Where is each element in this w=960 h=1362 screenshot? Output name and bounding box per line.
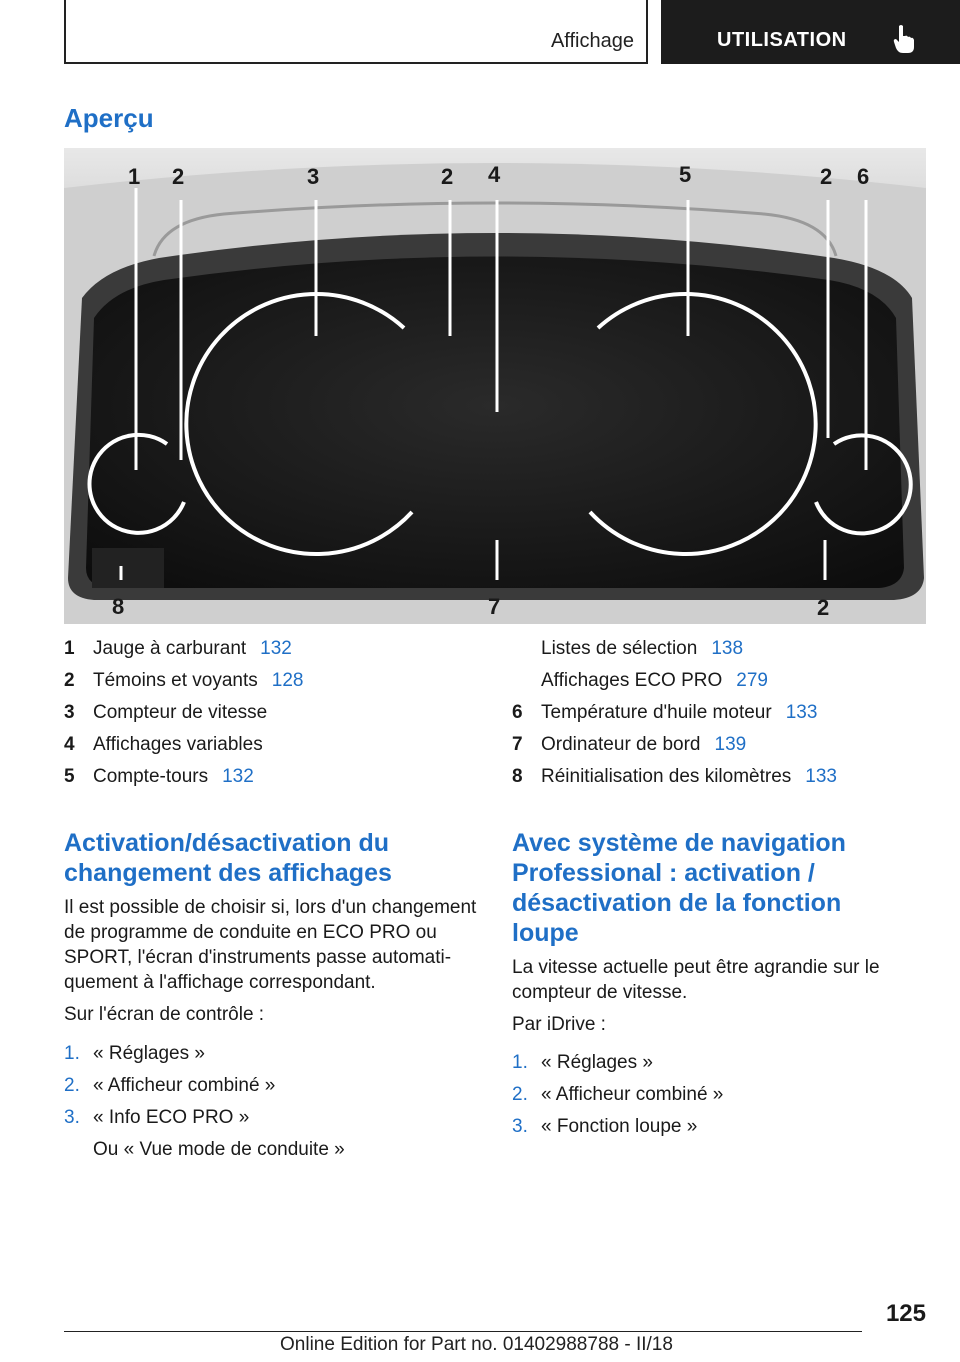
- step-number: 2.: [512, 1084, 528, 1105]
- page-reference-link[interactable]: 132: [260, 638, 292, 659]
- step-item: [512, 1079, 932, 1111]
- section2-paragraph: [512, 955, 932, 1005]
- header-chapter-label: UTILISATION: [717, 29, 847, 51]
- legend-text: [93, 729, 277, 761]
- legend-label: Compteur de vitesse: [93, 702, 268, 723]
- callout-5: 5: [679, 162, 692, 187]
- callout-1: 1: [128, 164, 141, 189]
- legend-item: [64, 697, 484, 729]
- step-text: « Fonction loupe »: [541, 1116, 698, 1137]
- step-number: 3.: [512, 1116, 528, 1137]
- step-item: [512, 1047, 932, 1079]
- legend-label: Ordinateur de bord: [541, 734, 701, 755]
- legend-item: [512, 697, 942, 729]
- callout-2b: 2: [441, 164, 454, 189]
- section2-heading-line2: Professional : activation /: [512, 859, 815, 887]
- step-text: « Afficheur combiné »: [93, 1075, 276, 1096]
- legend-label: Affichages variables: [93, 734, 263, 755]
- legend-text: [541, 697, 817, 729]
- step-text: « Réglages »: [541, 1052, 653, 1073]
- step-item: [64, 1038, 484, 1070]
- header-section-label: Affichage: [550, 30, 634, 52]
- legend-right: [512, 633, 942, 793]
- page-title: Aperçu: [64, 103, 154, 133]
- section1-para-line3: SPORT, l'écran d'instruments passe automati‐: [64, 947, 452, 968]
- callout-2c: 2: [820, 164, 833, 189]
- section1-heading: [64, 828, 392, 888]
- legend-item: [512, 729, 942, 761]
- legend-number: 6: [512, 702, 523, 723]
- legend-item: [64, 729, 484, 761]
- legend-label: Affichages ECO PRO: [541, 670, 723, 691]
- page-number: 125: [885, 1300, 926, 1327]
- step-number: 1.: [512, 1052, 528, 1073]
- callout-8: 8: [112, 594, 125, 619]
- section1-paragraph: [64, 895, 484, 995]
- step-number: 2.: [64, 1075, 80, 1096]
- legend-number: 2: [64, 670, 75, 691]
- step-text: « Afficheur combiné »: [541, 1084, 724, 1105]
- legend-text: [541, 761, 837, 793]
- pointing-hand-icon: [893, 24, 915, 54]
- legend-item: [512, 665, 942, 697]
- step-item: [64, 1070, 484, 1102]
- legend-item: [512, 761, 942, 793]
- step-text: « Réglages »: [93, 1043, 205, 1064]
- page-reference-link[interactable]: 279: [736, 670, 768, 691]
- section2-heading: [512, 828, 846, 948]
- legend-text: [93, 665, 303, 697]
- legend-text: [541, 729, 746, 761]
- legend-label: Température d'huile moteur: [541, 702, 772, 723]
- legend-left: [64, 633, 484, 793]
- footer-edition: Online Edition for Part no. 01402988788 - II/18: [280, 1334, 673, 1355]
- step-text: Ou « Vue mode de conduite »: [93, 1139, 345, 1160]
- legend-number: 3: [64, 702, 75, 723]
- legend-text: [541, 665, 768, 697]
- legend-label: Jauge à carburant: [93, 638, 247, 659]
- callout-2: 2: [172, 164, 185, 189]
- callout-4: 4: [488, 162, 501, 187]
- legend-label: Témoins et voyants: [93, 670, 258, 691]
- callout-3: 3: [307, 164, 320, 189]
- page-reference-link[interactable]: 138: [711, 638, 744, 659]
- legend-number: 1: [64, 638, 75, 659]
- legend-text: [93, 633, 292, 665]
- section1-para-line4: quement à l'affichage correspondant.: [64, 972, 376, 993]
- legend-number: 7: [512, 734, 523, 755]
- section1-para-line2: de programme de conduite en ECO PRO ou: [64, 922, 437, 943]
- section2-para-line1: La vitesse actuelle peut être agrandie sur le: [512, 957, 880, 978]
- page-reference-link[interactable]: 133: [805, 766, 837, 787]
- step-text: « Info ECO PRO »: [93, 1107, 250, 1128]
- legend-label: Listes de sélection: [541, 638, 698, 659]
- section2-heading-line1: Avec système de navigation: [512, 829, 846, 857]
- legend-label: Réinitialisation des kilomètres: [541, 766, 792, 787]
- section2-heading-line3: désactivation de la fonction: [512, 889, 842, 917]
- callout-7: 7: [488, 594, 501, 619]
- section2-para-line2: compteur de vitesse.: [512, 982, 688, 1003]
- page-reference-link[interactable]: 132: [222, 766, 254, 787]
- section1-steps: [64, 1038, 484, 1166]
- step-item: [64, 1134, 484, 1166]
- legend-text: [541, 633, 743, 665]
- legend-item: [64, 633, 484, 665]
- section1-para-line1: Il est possible de choisir si, lors d'un changement: [64, 897, 477, 918]
- legend-number: 5: [64, 766, 75, 787]
- page-reference-link[interactable]: 133: [785, 702, 818, 723]
- legend-number: 8: [512, 766, 523, 787]
- header-section-tab: [64, 0, 648, 64]
- section2-intro: Par iDrive :: [512, 1014, 606, 1035]
- instrument-cluster-figure: [64, 148, 926, 624]
- footer-divider: [64, 1331, 862, 1332]
- legend-text: [93, 697, 281, 729]
- callout-2d: 2: [817, 595, 830, 620]
- step-number: 1.: [64, 1043, 80, 1064]
- callout-6: 6: [857, 164, 870, 189]
- step-number: 3.: [64, 1107, 80, 1128]
- section1-intro: Sur l'écran de contrôle :: [64, 1004, 265, 1025]
- legend-item: [64, 761, 484, 793]
- section1-heading-line2: changement des affichages: [64, 859, 392, 887]
- legend-item: [64, 665, 484, 697]
- legend-label: Compte-tours: [93, 766, 209, 787]
- page-reference-link[interactable]: 139: [714, 734, 747, 755]
- section2-steps: [512, 1047, 932, 1143]
- header-chapter-tab: [661, 0, 960, 64]
- legend-text: [93, 761, 254, 793]
- section1-heading-line1: Activation/désactivation du: [64, 829, 390, 857]
- page-reference-link[interactable]: 128: [271, 670, 304, 691]
- section2-heading-line4: loupe: [512, 919, 579, 947]
- legend-number: 4: [64, 734, 75, 755]
- step-item: [64, 1102, 484, 1134]
- step-item: [512, 1111, 932, 1143]
- legend-item: [512, 633, 942, 665]
